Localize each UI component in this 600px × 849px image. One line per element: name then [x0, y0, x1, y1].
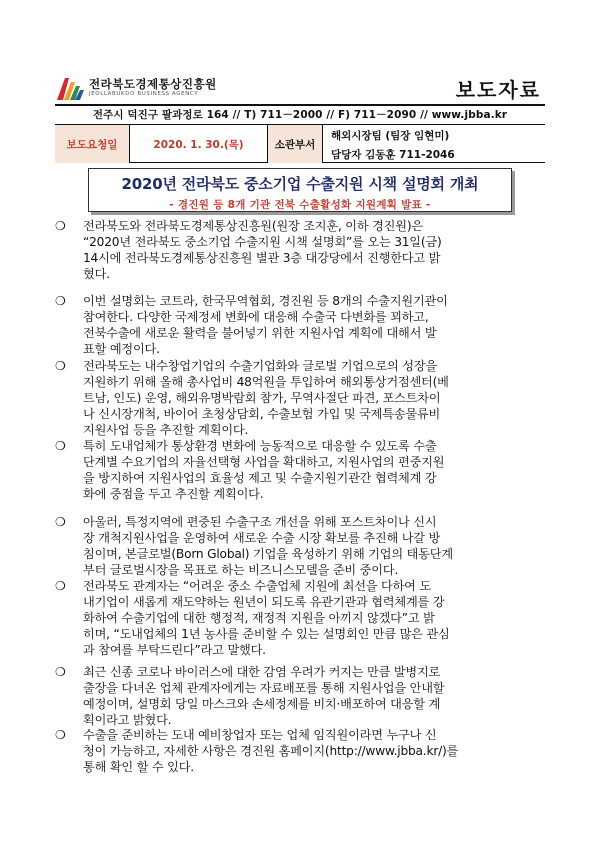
- page-title: 2020년 전라북도 중소기업 수출지원 시책 설명회 개최: [121, 175, 479, 193]
- paragraph-line: 나 신시장개척, 바이어 초청상담회, 수출보험 가입 및 국제특송물류비: [83, 407, 441, 421]
- address-bar: 전주시 덕진구 팔과정로 164 // T) 711－2000 // F) 711－2090 // www.jbba.kr: [55, 104, 545, 125]
- paragraph-line: 예정이며, 설명회 당일 마스크와 손세정제를 비치·배포하여 대응할 계: [83, 697, 441, 711]
- paragraph-line: 부터 글로벌시장을 목표로 하는 비즈니스모델을 준비 중이다.: [83, 563, 399, 577]
- request-date: 2020. 1. 30.(목): [130, 125, 268, 163]
- paragraph-text: [83, 578, 545, 658]
- paragraph-line: 혔다.: [83, 267, 110, 281]
- paragraph-text: [83, 293, 545, 357]
- page-subtitle: - 경진원 등 8개 기관 전북 수출활성화 지원계획 발표 -: [169, 199, 431, 211]
- paragraph-text: [83, 727, 545, 775]
- bullet-icon: ❍: [55, 439, 66, 453]
- bullet-icon: ❍: [55, 579, 66, 593]
- paragraph-line: 화하여 수출기업에 대한 행정적, 재정적 지원을 아끼지 않겠다”고 밝: [83, 611, 435, 625]
- paragraph-line: 이번 설명회는 코트라, 한국무역협회, 경진원 등 8개의 수출지원기관이: [83, 294, 448, 308]
- paragraph-line: 청이 가능하고, 자세한 사항은 경진원 홈페이지(http://www.jbba.kr/)를: [83, 744, 459, 758]
- paragraph-line: 히며, “도내업체의 1년 농사를 준비할 수 있는 설명회인 만큼 많은 관심: [83, 627, 450, 641]
- paragraph-line: 지원사업 등을 추진할 계획이다.: [83, 423, 249, 437]
- paragraph-line: 트남, 인도) 운영, 해외유명박람회 참가, 무역사절단 파견, 포스트차이: [83, 391, 441, 405]
- org-name: 전라북도경제통상진흥원: [89, 77, 217, 91]
- bullet-icon: ❍: [55, 728, 66, 742]
- paragraph-text: [83, 218, 545, 282]
- paragraph-line: 최근 신종 코로나 바이러스에 대한 감염 우려가 커지는 만큼 발병지로: [83, 665, 441, 679]
- paragraph-line: 획이라고 밝혔다.: [83, 713, 172, 727]
- paragraph-line: 침이며, 본글로벌(Born Global) 기업을 육성하기 위해 기업의 태동단계: [83, 547, 453, 561]
- info-table: [55, 125, 545, 163]
- bullet-icon: ❍: [55, 294, 66, 308]
- paragraph-text: [83, 514, 545, 578]
- paragraph-line: 표할 예정이다.: [83, 342, 160, 356]
- paragraph-line: 을 방지하여 지원사업의 효율성 제고 및 수출지원기관간 협력체계 강: [83, 471, 437, 485]
- paragraph-line: 아울러, 특정지역에 편중된 수출구조 개선을 위해 포스트차이나 신시: [83, 515, 437, 529]
- paragraph-line: 참여한다. 다양한 국제정세 변화에 대응해 수출국 다변화를 꾀하고,: [83, 310, 429, 324]
- bullet-icon: ❍: [55, 665, 66, 679]
- agency-logo-icon: [55, 74, 85, 102]
- paragraph-line: 특히 도내업체가 통상환경 변화에 능동적으로 대응할 수 있도록 수출: [83, 439, 437, 453]
- paragraph-line: 내기업이 새롭게 재도약하는 원년이 되도록 유관기관과 협력체계를 강: [83, 595, 445, 609]
- doc-type: 보도자료: [455, 78, 541, 102]
- paragraph-line: 출장을 다녀온 업체 관계자에게는 자료배포를 통해 지원사업을 안내할: [83, 681, 445, 695]
- bullet-icon: ❍: [55, 219, 66, 233]
- request-date-label: 보도요청일: [55, 125, 130, 163]
- bullet-icon: ❍: [55, 359, 66, 373]
- bullet-icon: ❍: [55, 515, 66, 529]
- paragraph-line: 전북수출에 새로운 활력을 불어넣기 위한 지원사업 계획에 대해서 발: [83, 326, 437, 340]
- header: [55, 72, 545, 104]
- paragraph-text: [83, 358, 545, 438]
- paragraph-line: “2020년 전라북도 중소기업 수출지원 시책 설명회”를 오는 31일(금): [83, 235, 442, 249]
- paragraph-line: 전라북도는 내수창업기업의 수출기업화와 글로벌 기업으로의 성장을: [83, 359, 437, 373]
- paragraph-line: 과 참여를 부탁드린다”라고 말했다.: [83, 643, 266, 657]
- paragraph-line: 통해 확인 할 수 있다.: [83, 760, 194, 774]
- paragraph-line: 장 개척지원사업을 운영하여 새로운 수출 시장 확보를 추진해 나갈 방: [83, 531, 441, 545]
- paragraph-line: 단계별 수요기업의 자율선택형 사업을 확대하고, 지원사업의 편중지원: [83, 455, 445, 469]
- paragraph-line: 14시에 전라북도경제통상진흥원 별관 3층 대강당에서 진행한다고 밝: [83, 251, 441, 265]
- org-subtitle: JEOLLABUKDO BUSINESS AGENCY: [89, 91, 199, 97]
- paragraph-line: 수출을 준비하는 도내 예비창업자 또는 업체 임직원이라면 누구나 신: [83, 728, 437, 742]
- dept-info: [323, 125, 545, 163]
- paragraph-line: 전라북도 관계자는 “어려운 중소 수출업체 지원에 최선을 다하여 도: [83, 579, 431, 593]
- dept-team: 해외시장팀 (팀장 임현미): [331, 130, 450, 142]
- dept-contact: 담당자 김동훈 711-2046: [331, 149, 455, 161]
- paragraph-line: 지원하기 위해 올해 총사업비 48억원을 투입하여 해외통상거점센터(베: [83, 375, 449, 389]
- title-box: [88, 168, 512, 212]
- paragraph-line: 전라북도와 전라북도경제통상진흥원(원장 조지훈, 이하 경진원)은: [83, 219, 423, 233]
- dept-label: 소관부서: [268, 125, 323, 163]
- paragraph-text: [83, 664, 545, 728]
- paragraph-text: [83, 438, 545, 502]
- paragraph-line: 화에 중점을 두고 추진할 계획이다.: [83, 487, 264, 501]
